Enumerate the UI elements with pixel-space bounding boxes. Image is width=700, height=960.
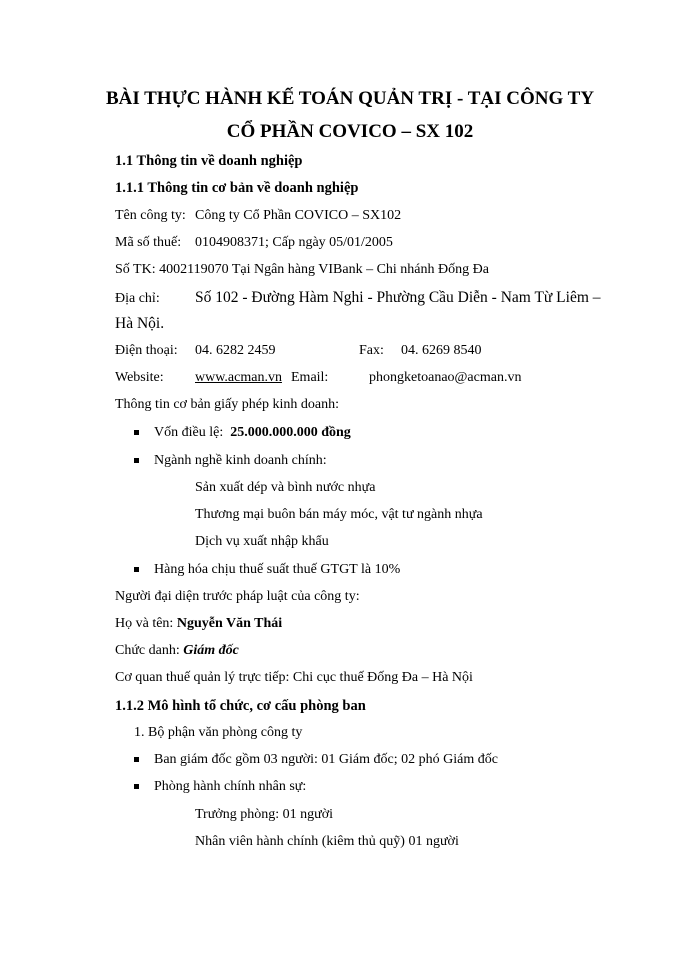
representative-title-label: Chức danh: — [115, 643, 180, 658]
board-of-directors-line: Ban giám đốc gồm 03 người: 01 Giám đốc; 02 phó Giám đốc — [154, 752, 498, 767]
bullet-square-icon — [134, 567, 139, 572]
phone-fax-row — [115, 342, 482, 360]
hr-staff-item: Nhân viên hành chính (kiêm thủ quỹ) 01 người — [195, 834, 459, 849]
business-line-item: Dịch vụ xuất nhập khẩu — [195, 534, 329, 549]
representative-name-row — [115, 615, 282, 633]
business-lines-label: Ngành nghề kinh doanh chính: — [154, 453, 327, 468]
bullet-square-icon — [134, 430, 139, 435]
hr-department-label: Phòng hành chính nhân sự: — [154, 779, 307, 794]
section-heading-1-1-1: 1.1.1 Thông tin cơ bản về doanh nghiệp — [115, 180, 359, 196]
license-intro: Thông tin cơ bản giấy phép kinh doanh: — [115, 397, 339, 412]
website-email-row — [115, 369, 521, 387]
bullet-square-icon — [134, 784, 139, 789]
company-name-row — [115, 207, 401, 225]
tax-code-label: Mã số thuế: — [115, 235, 182, 250]
company-name-value: Công ty Cổ Phần COVICO – SX102 — [195, 208, 402, 223]
section-heading-1-1: 1.1 Thông tin về doanh nghiệp — [115, 153, 303, 169]
phone-label: Điện thoại: — [115, 343, 178, 358]
charter-capital-value: 25.000.000.000 đồng — [230, 425, 351, 440]
representative-name-value: Nguyễn Văn Thái — [176, 616, 283, 631]
tax-code-value: 0104908371; Cấp ngày 05/01/2005 — [195, 235, 393, 250]
phone-value: 04. 6282 2459 — [195, 343, 276, 358]
business-line-item: Sản xuất dép và bình nước nhựa — [195, 480, 376, 495]
representative-title-row — [115, 642, 239, 660]
charter-capital-row — [154, 424, 351, 442]
bullet-square-icon — [134, 757, 139, 762]
email-label: Email: — [291, 370, 329, 385]
hr-staff-item: Trưởng phòng: 01 người — [195, 807, 333, 822]
representative-intro: Người đại diện trước pháp luật của công ty: — [115, 589, 360, 604]
business-line-item: Thương mại buôn bán máy móc, vật tư ngành nhựa — [195, 507, 483, 522]
fax-label: Fax: — [359, 343, 384, 358]
tax-code-row — [115, 234, 393, 252]
vat-rate-line: Hàng hóa chịu thuế suất thuế GTGT là 10% — [154, 562, 401, 577]
department-heading: 1. Bộ phận văn phòng công ty — [134, 725, 303, 740]
charter-capital-label: Vốn điều lệ: — [154, 425, 224, 440]
fax-value: 04. 6269 8540 — [401, 343, 482, 358]
address-label: Địa chỉ: — [115, 291, 160, 306]
section-heading-1-1-2: 1.1.2 Mô hình tổ chức, cơ cấu phòng ban — [115, 698, 366, 714]
address-value: Số 102 - Đường Hàm Nghi - Phường Cầu Diễn - Nam Từ Liêm – — [195, 289, 601, 306]
address-continuation: Hà Nội. — [115, 315, 165, 332]
document-title-line-1: BÀI THỰC HÀNH KẾ TOÁN QUẢN TRỊ - TẠI CÔNG TY — [105, 88, 595, 109]
email-value: phongketoanao@acman.vn — [369, 370, 522, 385]
document-title-line-2: CỔ PHẦN COVICO – SX 102 — [226, 121, 474, 142]
representative-title-value: Giám đốc — [183, 643, 239, 658]
address-row — [115, 289, 601, 308]
bank-account-line: Số TK: 4002119070 Tại Ngân hàng VIBank – Chi nhánh Đống Đa — [115, 262, 489, 277]
company-name-label: Tên công ty: — [115, 208, 186, 223]
representative-name-label: Họ và tên: — [115, 616, 174, 631]
tax-office-line: Cơ quan thuế quản lý trực tiếp: Chi cục thuế Đống Đa – Hà Nội — [115, 670, 473, 685]
bullet-square-icon — [134, 458, 139, 463]
website-label: Website: — [115, 370, 164, 385]
website-link[interactable]: www.acman.vn — [195, 370, 282, 385]
